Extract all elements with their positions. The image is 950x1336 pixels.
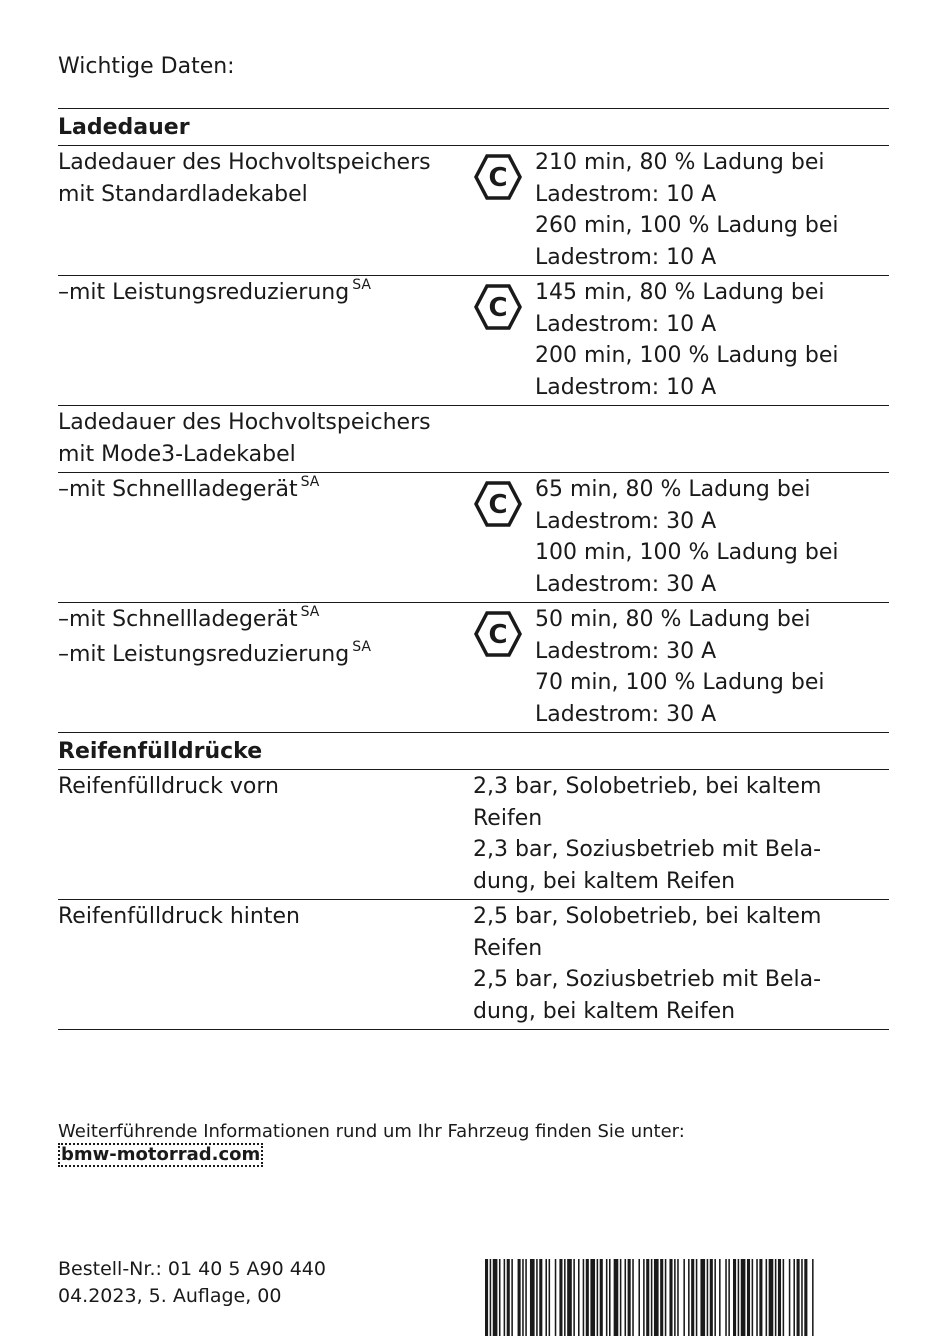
row-values [535,474,889,600]
barcode-bar [518,1259,521,1336]
row-label-text: –mit Schnellladegerät [58,477,298,502]
row-label-line [58,604,473,639]
barcode-bar [567,1259,572,1336]
row-label-text: –mit Leistungsreduzierung [58,641,350,667]
row-label-line [58,639,473,674]
row-label-line [58,277,473,312]
row-value-line: Ladestrom: 30 A [535,571,717,597]
barcode-bar [564,1259,566,1336]
row-values [473,771,889,897]
barcode-bar [549,1259,551,1336]
row-value-line: 70 min, 100 % Ladung bei [535,670,825,695]
barcode-bar [632,1259,634,1336]
data-table [58,108,889,1030]
order-number: Bestell-Nr.: 01 40 5 A90 440 [58,1258,326,1280]
row-value-line: 210 min, 80 % Ladung bei [535,150,825,175]
row-values [473,901,889,1027]
row-value-line: 65 min, 80 % Ladung bei [535,477,811,502]
row-label-line [58,901,473,933]
row-value-line: 2,3 bar, Solobetrieb, bei kaltem [473,774,822,799]
barcode-bar [583,1259,585,1336]
barcode-bar [638,1259,640,1336]
barcode-bar [801,1259,803,1336]
footer-info-text: Weiterführende Informationen rund um Ihr Fahrzeug finden Sie unter: [58,1121,685,1142]
barcode-bar [573,1259,575,1336]
barcode-bar [714,1259,716,1336]
row-value-line: 260 min, 100 % Ladung bei [535,213,839,238]
charging-c-icon [473,474,535,600]
row-value-line: Ladestrom: 10 A [535,244,717,270]
barcode-bar [665,1259,667,1336]
barcode-bar [625,1259,627,1336]
row-label [58,146,473,275]
barcode-bar [651,1259,653,1336]
barcode-bar [525,1259,527,1336]
charging-c-icon [473,277,535,403]
row-label-line [58,407,473,439]
intro-heading: Wichtige Daten: [58,54,235,79]
barcode-bar [674,1259,676,1336]
barcode-bar [530,1259,535,1336]
row-label-text: mit Mode3-Ladekabel [58,441,296,467]
order-info [58,1256,326,1310]
barcode-bar [654,1259,659,1336]
svg-text:C: C [488,293,508,323]
barcode-bar [545,1259,547,1336]
barcode-bar [812,1259,814,1336]
footer-info [58,1121,685,1167]
row-label-line [58,771,473,803]
barcode-bar [797,1259,800,1336]
barcode-bar [522,1259,524,1336]
barcode-bar [590,1259,595,1336]
row-value-line: Ladestrom: 30 A [535,701,717,727]
barcode-bar [710,1259,713,1336]
barcode-bar [485,1259,488,1336]
barcode-bar [759,1259,762,1336]
row-value-line: 145 min, 80 % Ladung bei [535,280,825,305]
row-value-line: dung, bei kaltem Reifen [473,998,736,1024]
row-label-line [58,147,473,179]
row-values [535,604,889,730]
barcode-bar [597,1259,599,1336]
row-value-line: 2,5 bar, Solobetrieb, bei kaltem [473,904,822,929]
row-values [535,147,889,273]
barcode-bar [733,1259,736,1336]
barcode-bar [490,1259,492,1336]
special-equipment-mark: SA [352,277,371,293]
row-label [58,276,473,405]
section-title-ladedauer: Ladedauer [58,109,889,146]
barcode-bar [600,1259,603,1336]
row-value-line: 200 min, 100 % Ladung bei [535,343,839,368]
barcode-bar [536,1259,538,1336]
barcode-bar [793,1259,795,1336]
row-value-line: Reifen [473,805,543,831]
barcode-bar [728,1259,730,1336]
table-row [58,406,889,473]
barcode-bar [769,1259,774,1336]
barcode-bar [738,1259,740,1336]
table-row [58,276,889,406]
table-row [58,900,889,1030]
barcode-bar [766,1259,768,1336]
barcode-bar [609,1259,611,1336]
row-values [473,407,889,470]
row-label [58,900,473,1029]
barcode-bar [539,1259,542,1336]
barcode-bar [606,1259,608,1336]
barcode-bar [669,1259,672,1336]
barcode-bar [719,1259,721,1336]
website-link[interactable]: bmw-motorrad.com [58,1143,263,1167]
row-value-line: Ladestrom: 10 A [535,311,717,337]
row-label-text: Reifenfülldruck hinten [58,904,300,929]
barcode-bar [756,1259,758,1336]
row-label-text: –mit Leistungsreduzierung [58,280,350,305]
barcode-bar [696,1259,698,1336]
barcode-bar [511,1259,513,1336]
special-equipment-mark: SA [352,638,371,655]
barcode-bar [775,1259,777,1336]
barcode-bar [555,1259,557,1336]
row-value-line: dung, bei kaltem Reifen [473,868,736,894]
barcode-bar [504,1259,506,1336]
row-value-line: Ladestrom: 10 A [535,181,717,207]
barcode-bar [620,1259,622,1336]
row-label-text: Ladedauer des Hochvoltspeichers [58,150,431,175]
special-equipment-mark: SA [300,474,320,490]
section-title-reifen: Reifenfülldrücke [58,733,889,770]
barcode-bar [789,1259,791,1336]
barcode-bar [691,1259,694,1336]
barcode-bar [507,1259,510,1336]
row-label-text: Reifenfülldruck vorn [58,774,279,799]
row-label-text: mit Standardladekabel [58,181,308,207]
barcode-bar [578,1259,580,1336]
barcode-bar [646,1259,649,1336]
barcode-bar [752,1259,754,1336]
row-values [535,277,889,403]
row-value-line: 50 min, 80 % Ladung bei [535,607,811,632]
barcode-bar [614,1259,619,1336]
row-value-line: Ladestrom: 30 A [535,638,717,664]
barcode-bar [741,1259,746,1336]
charging-c-icon [473,147,535,273]
table-row [58,473,889,603]
barcode-bar [499,1259,501,1336]
barcode-bar [747,1259,750,1336]
barcode-bar [804,1259,807,1336]
row-label-line [58,179,473,211]
row-value-line: 2,3 bar, Soziusbetrieb mit Bela- [473,837,822,862]
svg-text:C: C [488,620,508,650]
barcode-bar [660,1259,663,1336]
row-label-line [58,474,473,509]
row-value-line: Reifen [473,935,543,961]
barcode [485,1259,889,1336]
table-row [58,603,889,733]
barcode-bar [683,1259,685,1336]
barcode-bar [725,1259,727,1336]
row-label [58,770,473,899]
row-value-line: 2,5 bar, Soziusbetrieb mit Bela- [473,967,822,992]
edition-info: 04.2023, 5. Auflage, 00 [58,1285,282,1307]
barcode-bar [586,1259,589,1336]
charging-c-icon [473,604,535,730]
barcode-bar [778,1259,781,1336]
row-label [58,406,473,472]
barcode-bar [688,1259,690,1336]
row-label [58,473,473,602]
barcode-bar [783,1259,785,1336]
row-value-line: Ladestrom: 30 A [535,508,717,534]
special-equipment-mark: SA [300,604,320,620]
barcode-bar [700,1259,705,1336]
row-label-text: –mit Schnellladegerät [58,607,298,632]
row-value-line: 100 min, 100 % Ladung bei [535,540,839,565]
svg-text:C: C [488,163,508,193]
row-value-line: Ladestrom: 10 A [535,374,717,400]
table-row [58,146,889,276]
barcode-bar [493,1259,498,1336]
row-label-text: Ladedauer des Hochvoltspeichers [58,410,431,435]
row-label-line [58,439,473,471]
barcode-bar [707,1259,709,1336]
svg-text:C: C [488,490,508,520]
barcode-bar [643,1259,645,1336]
barcode-bar [559,1259,562,1336]
row-label [58,603,473,732]
table-row [58,770,889,900]
barcode-bar [677,1259,679,1336]
barcode-bar [628,1259,631,1336]
